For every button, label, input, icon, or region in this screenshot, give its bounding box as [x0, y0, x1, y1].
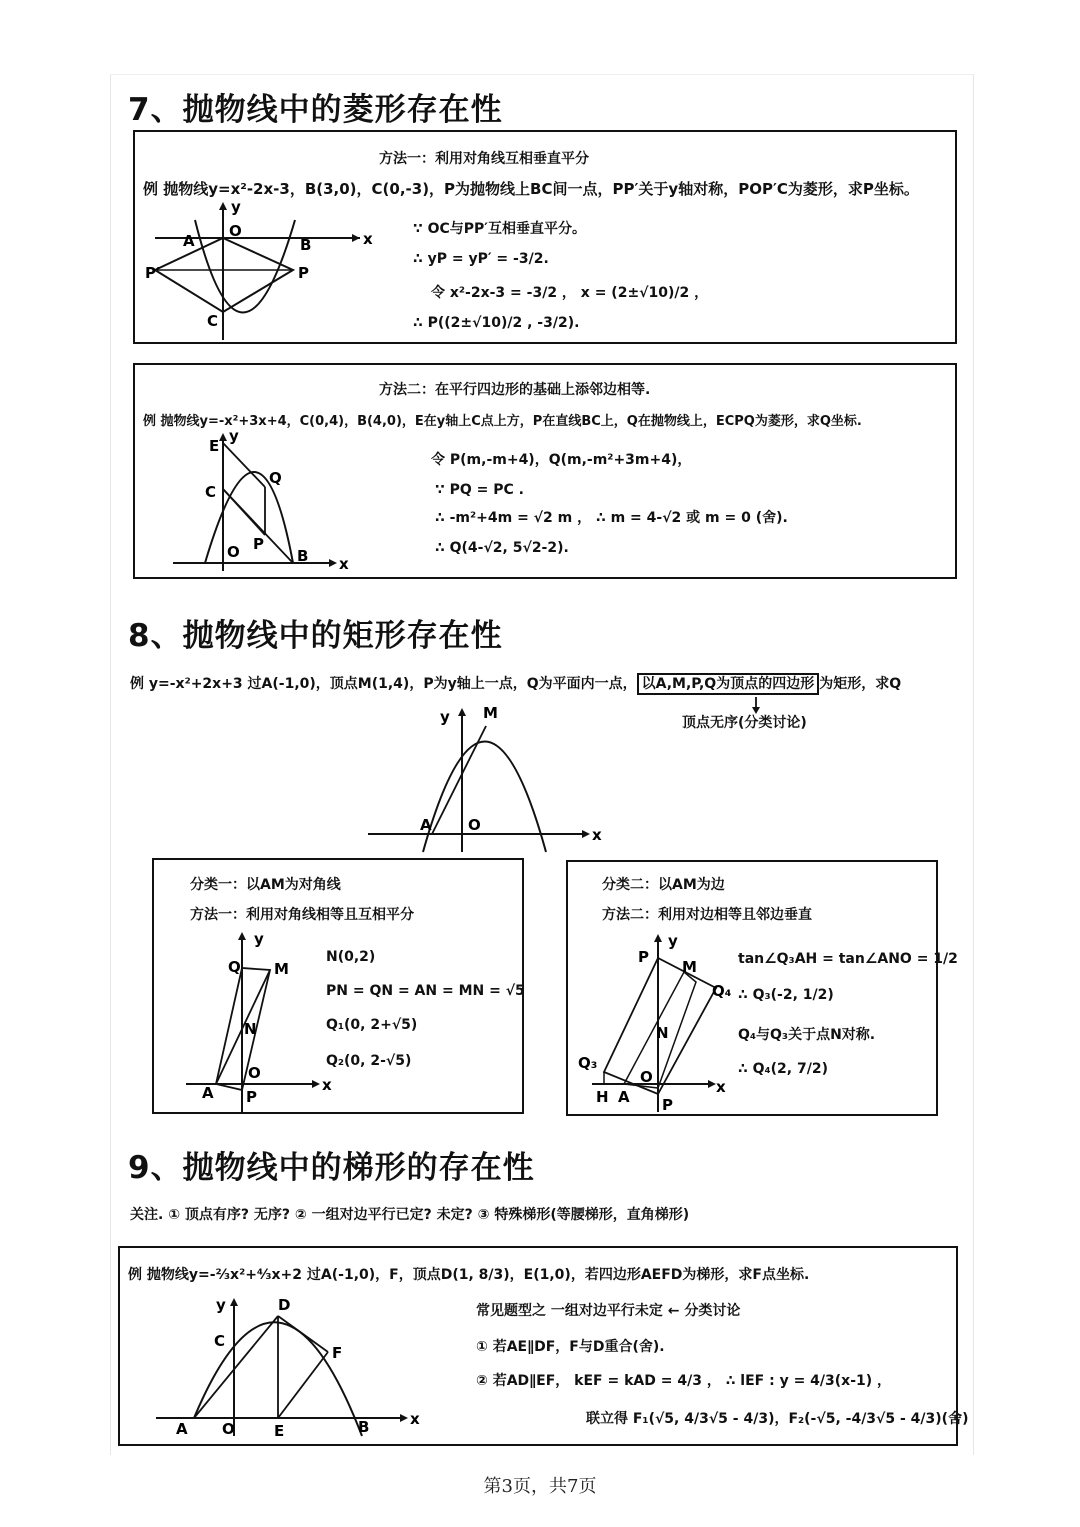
- fig9-f-label: F: [332, 1344, 343, 1362]
- fig1-b-label: B: [300, 236, 312, 254]
- fig1-o-label: O: [229, 222, 242, 240]
- rectangle-example-b: 为矩形，求Q: [819, 676, 902, 692]
- fig2-b-label: B: [297, 547, 309, 565]
- section-9-title: 9、抛物线中的梯形的存在性: [128, 1150, 535, 1186]
- c2-fig-q3-label: Q₃: [578, 1054, 598, 1072]
- fig2-p-label: P: [253, 535, 264, 553]
- c1-fig-m-label: M: [274, 960, 289, 978]
- method2-figure: [165, 427, 375, 573]
- classification-2-box: [566, 860, 958, 1116]
- c2-fig-p-label: P: [638, 948, 649, 966]
- method2-label: 方法二：在平行四边形的基础上添邻边相等.: [379, 382, 651, 398]
- fig9-b-label: B: [358, 1418, 370, 1436]
- trapezoid-line-1: 常见题型之 一组对边平行未定 ← 分类讨论: [476, 1303, 741, 1319]
- fig1-y-label: y: [231, 198, 241, 216]
- fig9-y-label: y: [216, 1296, 226, 1314]
- classification-2-title: 分类二：以AM为边: [602, 877, 725, 893]
- fig9-d-label: D: [278, 1296, 291, 1314]
- c2-fig-o-label: O: [640, 1068, 653, 1086]
- classification-1-box: [152, 858, 524, 1114]
- main-fig-y-label: y: [440, 708, 450, 726]
- fig1-x-label: x: [363, 230, 373, 248]
- section-7-title: 7、抛物线中的菱形存在性: [128, 92, 503, 128]
- main-fig-o-label: O: [468, 816, 481, 834]
- c2-fig-n-label: N: [656, 1024, 669, 1042]
- rectangle-main-figure: [368, 704, 602, 856]
- fig9-c-label: C: [214, 1332, 226, 1350]
- trapezoid-example: 例 抛物线y=-⅔x²+⁴⁄₃x+2 过A(-1,0)，F，顶点D(1, 8/3)，E(1,0)，若四边形AEFD为梯形，求F点坐标.: [128, 1267, 810, 1283]
- page-footer: 第3页，共7页: [483, 1476, 597, 1497]
- rectangle-example-boxed: 以A,M,P,Q为顶点的四边形: [637, 673, 820, 695]
- rhombus-method1-box: [133, 130, 957, 344]
- method1-line-4: ∴ P((2±√10)/2 , -3/2).: [413, 315, 580, 331]
- fig2-y-label: y: [229, 427, 239, 445]
- c1-fig-a-label: A: [202, 1084, 214, 1102]
- classification-2-method: 方法二：利用对边相等且邻边垂直: [602, 907, 812, 923]
- c2-fig-x-label: x: [716, 1078, 726, 1096]
- c2-fig-y-label: y: [668, 932, 678, 950]
- section-8-title: 8、抛物线中的矩形存在性: [128, 618, 503, 654]
- classification-1-title: 分类一：以AM为对角线: [190, 877, 341, 893]
- classification-2-line-3: Q₄与Q₃关于点N对称.: [738, 1027, 876, 1043]
- classification-1-line-4: Q₂(0, 2-√5): [326, 1053, 412, 1069]
- classification-2-line-2: ∴ Q₃(-2, 1/2): [738, 987, 834, 1003]
- fig2-o-label: O: [227, 543, 240, 561]
- c2-fig-m-label: M: [682, 958, 697, 976]
- c2-fig-p2-label: P: [662, 1096, 673, 1114]
- c1-fig-q-label: Q: [228, 958, 241, 976]
- c1-fig-x-label: x: [322, 1076, 332, 1094]
- method2-line-2: ∵ PQ = PC .: [435, 482, 524, 498]
- method2-line-3: ∴ -m²+4m = √2 m ， ∴ m = 4-√2 或 m = 0 (舍).: [435, 510, 788, 526]
- method2-example: 例 抛物线y=-x²+3x+4，C(0,4)，B(4,0)，E在y轴上C点上方，P在直线BC上，Q在抛物线上，ECPQ为菱形，求Q坐标.: [143, 414, 862, 429]
- fig9-e-label: E: [274, 1422, 285, 1440]
- method1-line-3: 令 x²-2x-3 = -3/2 ， x = (2±√10)/2 ，: [431, 285, 709, 301]
- method1-line-2: ∴ yP = yP′ = -3/2.: [413, 251, 549, 267]
- trapezoid-line-4: 联立得 F₁(√5, 4/3√5 - 4/3)，F₂(-√5, -4/3√5 - 4/3)(舍): [586, 1411, 969, 1427]
- c1-fig-o-label: O: [248, 1064, 261, 1082]
- main-fig-m-label: M: [483, 704, 498, 722]
- main-fig-a-label: A: [420, 816, 432, 834]
- fig2-c-label: C: [205, 483, 217, 501]
- c2-fig-h-label: H: [596, 1088, 609, 1106]
- fig2-q-label: Q: [269, 469, 282, 487]
- trapezoid-figure: [156, 1296, 436, 1440]
- trapezoid-line-2: ① 若AE∥DF，F与D重合(舍).: [476, 1339, 665, 1355]
- method1-figure: [145, 200, 375, 340]
- trapezoid-example-box: [118, 1246, 969, 1446]
- classification-2-figure: [578, 932, 758, 1112]
- trapezoid-line-3: ② 若AD∥EF， kEF = kAD = 4/3 ， ∴ lEF : y = 4/3(x-1) ，: [476, 1373, 892, 1389]
- method2-line-1: 令 P(m,-m+4)，Q(m,-m²+3m+4)，: [431, 452, 692, 468]
- classification-1-line-3: Q₁(0, 2+√5): [326, 1017, 418, 1033]
- rectangle-note: 顶点无序(分类讨论): [682, 715, 807, 731]
- rhombus-method2-box: [133, 363, 957, 579]
- classification-1-method: 方法一：利用对角线相等且互相平分: [190, 907, 414, 923]
- method1-label: 方法一：利用对角线互相垂直平分: [379, 151, 589, 167]
- c1-fig-n-label: N: [244, 1020, 257, 1038]
- classification-2-line-4: ∴ Q₄(2, 7/2): [738, 1061, 828, 1077]
- classification-1-figure: [178, 930, 348, 1110]
- fig2-e-label: E: [209, 437, 220, 455]
- c1-fig-y-label: y: [254, 930, 264, 948]
- method2-line-4: ∴ Q(4-√2, 5√2-2).: [435, 540, 569, 556]
- fig1-p-label: P: [298, 264, 309, 282]
- down-arrow-icon: [748, 697, 768, 717]
- classification-1-line-1: N(0,2): [326, 949, 376, 965]
- classification-1-line-2: PN = QN = AN = MN = √5: [326, 983, 525, 999]
- fig1-p-prime-label: P′: [145, 264, 160, 282]
- rectangle-example: [130, 677, 901, 691]
- classification-2-line-1: tan∠Q₃AH = tan∠ANO = 1/2: [738, 951, 958, 967]
- c2-fig-q4-label: Q₄: [712, 982, 732, 1000]
- fig9-x-label: x: [410, 1410, 420, 1428]
- method1-line-1: ∵ OC与PP′互相垂直平分。: [413, 221, 587, 237]
- fig9-o-label: O: [222, 1420, 235, 1438]
- fig1-a-label: A: [183, 232, 195, 250]
- fig2-x-label: x: [339, 555, 349, 573]
- c1-fig-p-label: P: [246, 1088, 257, 1106]
- rectangle-example-a: 例 y=-x²+2x+3 过A(-1,0)，顶点M(1,4)，P为y轴上一点，Q为平面内一点，: [130, 676, 637, 692]
- fig1-c-label: C: [207, 312, 219, 330]
- trapezoid-focus-points: 关注. ① 顶点有序? 无序? ② 一组对边平行已定? 未定? ③ 特殊梯形(等腰梯形，直角梯形): [130, 1207, 690, 1223]
- main-fig-x-label: x: [592, 826, 602, 844]
- c2-fig-a-label: A: [618, 1088, 630, 1106]
- method1-example: 例 抛物线y=x²-2x-3，B(3,0)，C(0,-3)，P为抛物线上BC间一点，PP′关于y轴对称，POP′C为菱形，求P坐标。: [143, 180, 919, 198]
- fig9-a-label: A: [176, 1420, 188, 1438]
